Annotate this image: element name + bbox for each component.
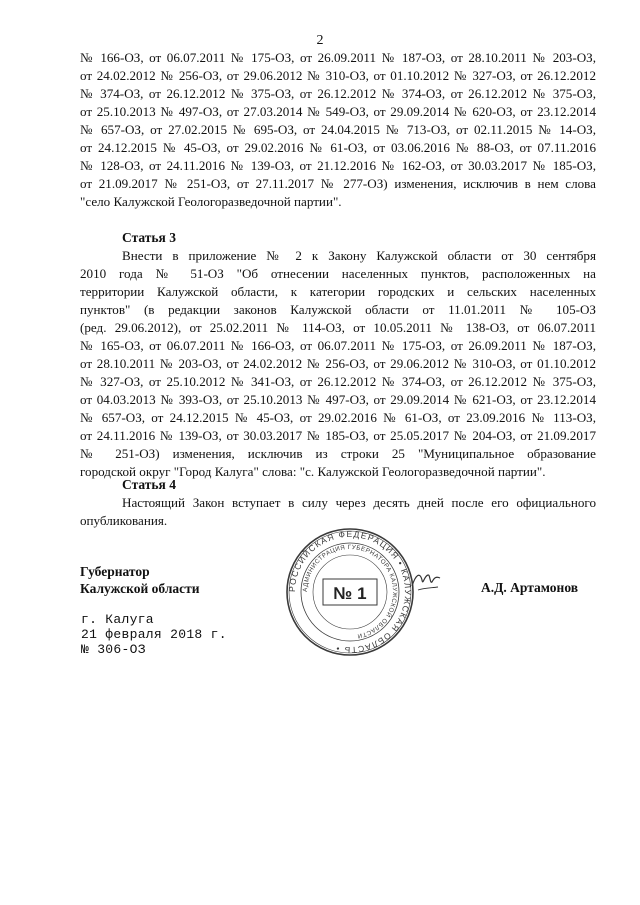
text-line: № 251-ОЗ) изменения, исключив из строки 25 "Муниципальное образование bbox=[80, 446, 596, 461]
text-line: пунктов" (в редакции законов Калужской области от 11.01.2011 № 105-ОЗ bbox=[80, 302, 596, 317]
law-number: № 306-ОЗ bbox=[81, 642, 146, 657]
seal-number: № 1 bbox=[333, 584, 367, 603]
text-line: Внести в приложение № 2 к Закону Калужской области от 30 сентября bbox=[122, 248, 596, 263]
page-number: 2 bbox=[316, 33, 324, 48]
text-line: от 21.09.2017 № 251-ОЗ, от 27.11.2017 № 277-ОЗ) изменения, исключив в нем слова bbox=[80, 176, 596, 191]
signatory-name: А.Д. Артамонов bbox=[481, 580, 579, 595]
text-line: № 657-ОЗ, от 24.12.2015 № 45-ОЗ, от 29.02.2016 № 61-ОЗ, от 23.09.2016 № 113-ОЗ, bbox=[80, 410, 596, 425]
seal-inner-text: АДМИНИСТРАЦИЯ ГУБЕРНАТОРА КАЛУЖСКОЙ ОБЛАСТИ bbox=[301, 543, 399, 640]
text-line: от 24.02.2012 № 256-ОЗ, от 29.06.2012 № 310-ОЗ, от 01.10.2012 № 327-ОЗ, от 26.12.2012 bbox=[80, 68, 596, 83]
text-line: № 128-ОЗ, от 24.11.2016 № 139-ОЗ, от 21.12.2016 № 162-ОЗ, от 30.03.2017 № 185-ОЗ, bbox=[80, 158, 596, 173]
text-line: (ред. 29.06.2012), от 25.02.2011 № 114-ОЗ, от 10.05.2011 № 138-ОЗ, от 06.07.2011 bbox=[80, 320, 596, 335]
text-line: "село Калужской Геологоразведочной партии". bbox=[80, 194, 342, 209]
text-line: № 374-ОЗ, от 26.12.2012 № 375-ОЗ, от 26.12.2012 № 374-ОЗ, от 26.12.2012 № 375-ОЗ, bbox=[80, 86, 596, 101]
official-seal-icon bbox=[285, 527, 415, 657]
seal-outer-text: РОССИЙСКАЯ ФЕДЕРАЦИЯ • КАЛУЖСКАЯ ОБЛАСТЬ • bbox=[286, 528, 414, 656]
text-line: Настоящий Закон вступает в силу через десять дней после его официального bbox=[122, 495, 596, 510]
text-line: от 24.11.2016 № 139-ОЗ, от 30.03.2017 № 185-ОЗ, от 25.05.2017 № 204-ОЗ, от 21.09.2017 bbox=[80, 428, 596, 443]
place: г. Калуга bbox=[81, 612, 154, 627]
text-line: от 04.03.2013 № 393-ОЗ, от 25.10.2013 № 497-ОЗ, от 29.09.2014 № 621-ОЗ, от 23.12.2014 bbox=[80, 392, 596, 407]
text-line: № 165-ОЗ, от 06.07.2011 № 166-ОЗ, от 06.07.2011 № 175-ОЗ, от 26.09.2011 № 187-ОЗ, bbox=[80, 338, 596, 353]
signatory-title: Губернатор bbox=[80, 564, 150, 579]
date: 21 февраля 2018 г. bbox=[81, 627, 227, 642]
text-line: 2010 года № 51-ОЗ "Об отнесении населенных пунктов, расположенных на bbox=[80, 266, 596, 281]
text-line: № 166-ОЗ, от 06.07.2011 № 175-ОЗ, от 26.09.2011 № 187-ОЗ, от 28.10.2011 № 203-ОЗ, bbox=[80, 50, 596, 65]
article-3-heading: Статья 3 bbox=[122, 230, 176, 245]
text-line: № 657-ОЗ, от 27.02.2015 № 695-ОЗ, от 24.04.2015 № 713-ОЗ, от 02.11.2015 № 14-ОЗ, bbox=[80, 122, 596, 137]
handwritten-signature-icon bbox=[410, 566, 442, 596]
text-line: от 25.10.2013 № 497-ОЗ, от 27.03.2014 № 549-ОЗ, от 29.09.2014 № 620-ОЗ, от 23.12.2014 bbox=[80, 104, 596, 119]
text-line: территории Калужской области, к категории городских и сельских населенных bbox=[80, 284, 596, 299]
text-line: опубликования. bbox=[80, 513, 168, 528]
signatory-region: Калужской области bbox=[80, 581, 200, 596]
text-line: № 327-ОЗ, от 25.10.2012 № 341-ОЗ, от 26.12.2012 № 374-ОЗ, от 26.12.2012 № 375-ОЗ, bbox=[80, 374, 596, 389]
article-4-heading: Статья 4 bbox=[122, 477, 176, 492]
text-line: городской округ "Город Калуга" слова: "с. Калужской Геологоразведочной партии". bbox=[80, 464, 546, 479]
text-line: от 28.10.2011 № 203-ОЗ, от 24.02.2012 № 256-ОЗ, от 29.06.2012 № 310-ОЗ, от 01.10.2012 bbox=[80, 356, 596, 371]
text-line: от 24.12.2015 № 45-ОЗ, от 29.02.2016 № 61-ОЗ, от 03.06.2016 № 88-ОЗ, от 07.11.2016 bbox=[80, 140, 596, 155]
